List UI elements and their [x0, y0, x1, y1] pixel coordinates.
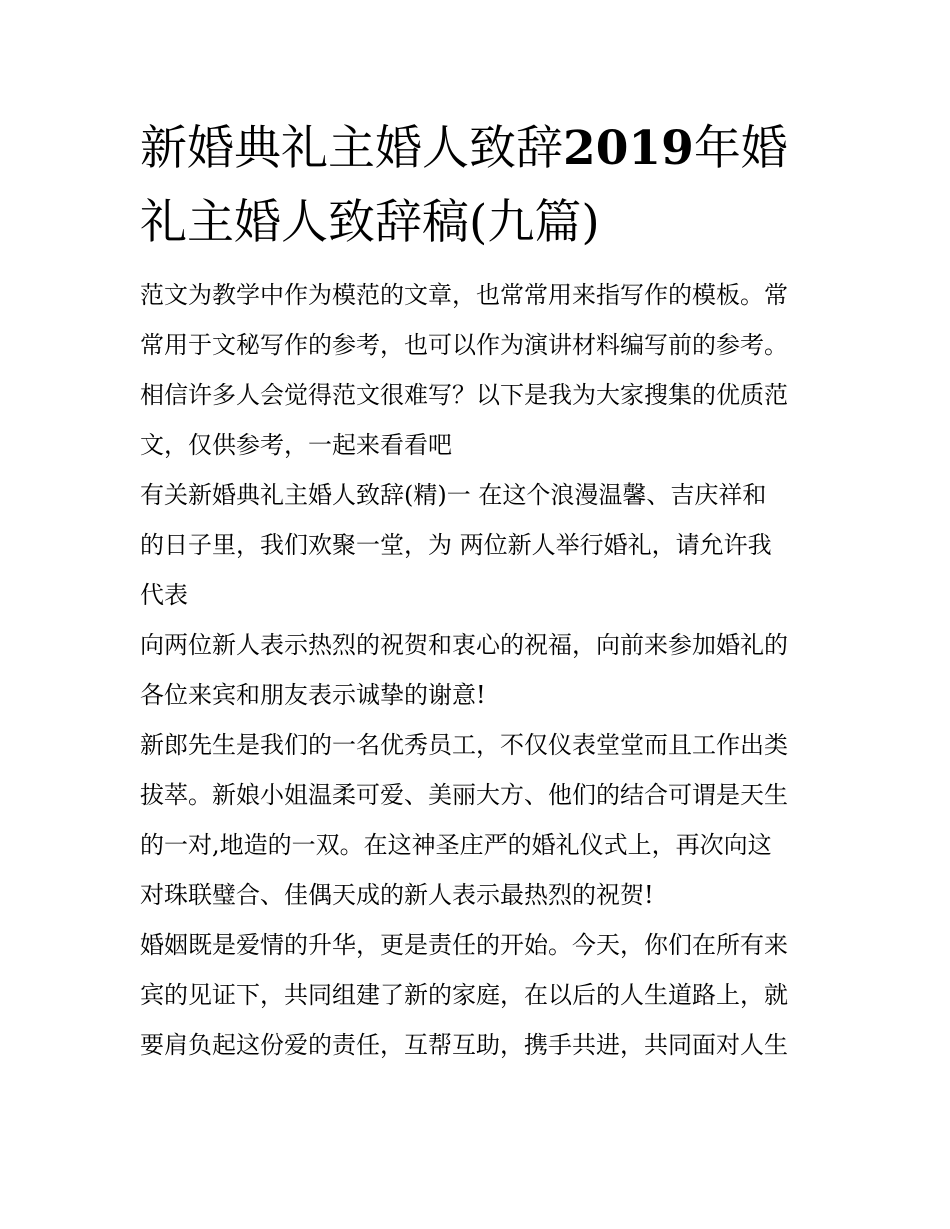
text-line: 代表: [140, 581, 188, 609]
document-title: [140, 112, 812, 260]
title-line-2: 礼主婚人致辞稿(九篇): [140, 195, 600, 250]
text-line: 有关新婚典礼主婚人致辞(精)一 在这个浪漫温馨、吉庆祥和: [140, 481, 767, 509]
title-text-part1: 新婚典礼主婚人致辞: [140, 121, 563, 176]
title-line-1: [140, 112, 812, 186]
text-line: 对珠联璧合、佳偶天成的新人表示最热烈的祝贺!: [140, 881, 654, 909]
document-body: [140, 270, 812, 1070]
text-line: 婚姻既是爱情的升华，更是责任的开始。今天，你们在所有来: [140, 931, 788, 959]
paragraph-intro: [140, 270, 812, 470]
text-line: 拔萃。新娘小姐温柔可爱、美丽大方、他们的结合可谓是天生: [140, 781, 788, 809]
text-line: 各位来宾和朋友表示诚挚的谢意!: [140, 681, 486, 709]
paragraph-opening: [140, 470, 812, 620]
paragraph-congratulations: [140, 620, 812, 720]
text-line: 新郎先生是我们的一名优秀员工，不仅仪表堂堂而且工作出类: [140, 731, 788, 759]
text-line: 向两位新人表示热烈的祝贺和衷心的祝福，向前来参加婚礼的: [140, 631, 788, 659]
text-line: 宾的见证下，共同组建了新的家庭，在以后的人生道路上，就: [140, 981, 788, 1009]
paragraph-couple: [140, 720, 812, 920]
text-line: 的一对,地造的一双。在这神圣庄严的婚礼仪式上，再次向这: [140, 831, 772, 859]
paragraph-marriage: [140, 920, 812, 1070]
text-line: 的日子里，我们欢聚一堂，为 两位新人举行婚礼，请允许我: [140, 531, 772, 559]
text-line: 常用于文秘写作的参考，也可以作为演讲材料编写前的参考。: [140, 331, 788, 359]
document-content: [140, 112, 812, 1070]
title-text-part2: 年婚: [693, 121, 788, 176]
title-year: 2019: [563, 121, 694, 176]
text-line: 相信许多人会觉得范文很难写？以下是我为大家搜集的优质范: [140, 381, 788, 409]
text-line: 范文为教学中作为模范的文章，也常常用来指写作的模板。常: [140, 281, 788, 309]
text-line: 文，仅供参考，一起来看看吧: [140, 431, 452, 459]
text-line: 要肩负起这份爱的责任，互帮互助，携手共进，共同面对人生: [140, 1031, 788, 1059]
